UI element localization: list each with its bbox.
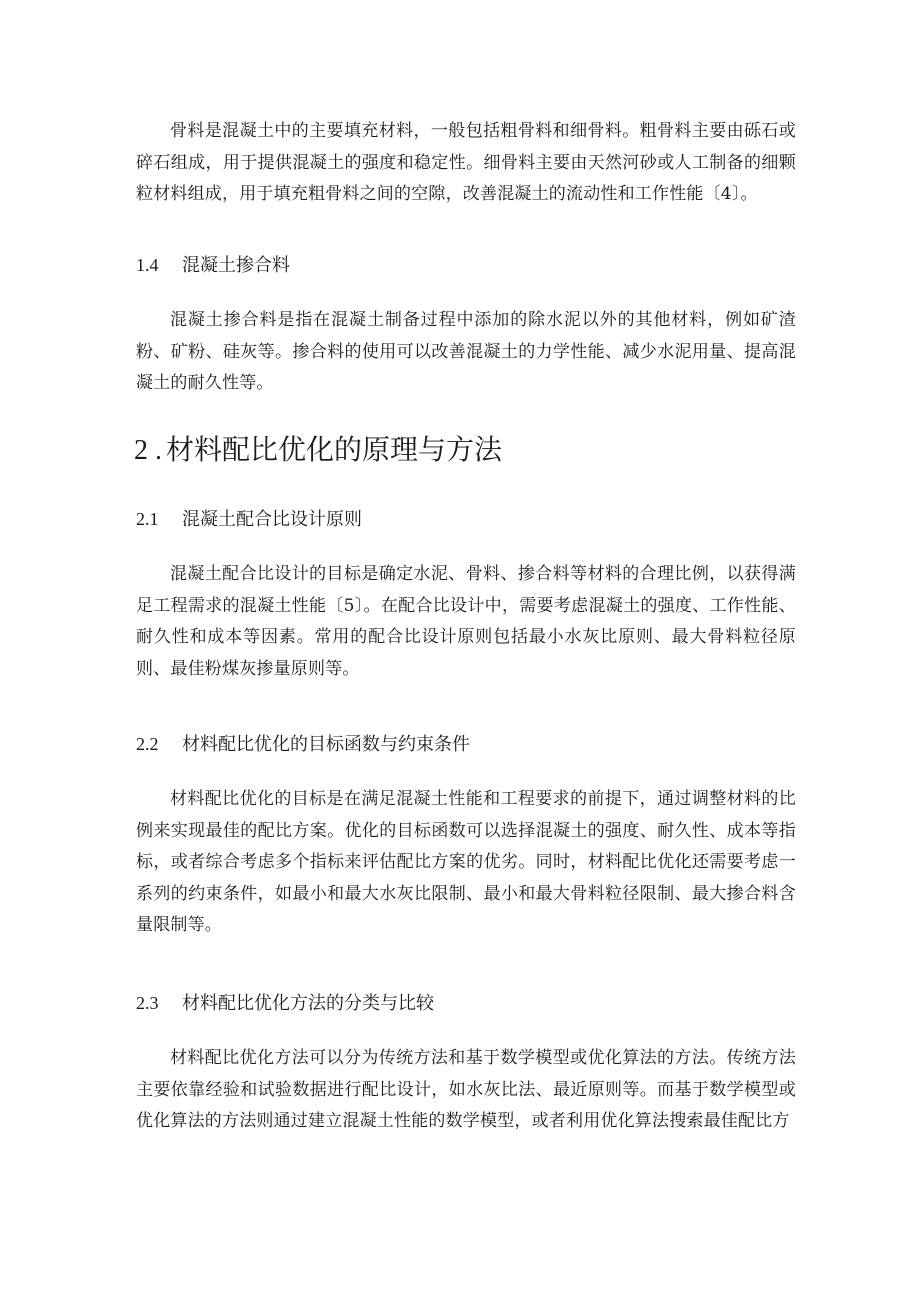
section-heading-1-4 (136, 251, 290, 280)
section-heading-2-3 (136, 989, 434, 1018)
section-title: 混凝土掺合料 (182, 255, 290, 276)
paragraph-aggregate: 骨料是混凝土中的主要填充材料，一般包括粗骨料和细骨料。粗骨料主要由砾石或碎石组成，用于提供混凝土的强度和稳定性。细骨料主要由天然河砂或人工制备的细颗粒材料组成，用于填充粗骨料之间的空隙，改善混凝土的流动性和工作性能〔4〕。 (136, 121, 796, 204)
section-number: 2.2 (136, 734, 159, 754)
section-heading-2-1 (136, 505, 362, 534)
chapter-number: 2 . (134, 435, 162, 466)
paragraph-admixture: 混凝土掺合料是指在混凝土制备过程中添加的除水泥以外的其他材料，例如矿渣粉、矿粉、硅灰等。掺合料的使用可以改善混凝土的力学性能、减少水泥用量、提高混凝土的耐久性等。 (136, 310, 796, 393)
paragraph-method-classification: 材料配比优化方法可以分为传统方法和基于数学模型或优化算法的方法。传统方法主要依靠经验和试验数据进行配比设计，如水灰比法、最近原则等。而基于数学模型或优化算法的方法则通过建立混凝土性能的数学模型，或者利用优化算法搜索最佳配比方 (136, 1048, 796, 1131)
section-title: 材料配比优化的目标函数与约束条件 (182, 734, 470, 755)
chapter-heading-2 (134, 430, 502, 471)
paragraph-mix-design: 混凝土配合比设计的目标是确定水泥、骨料、掺合料等材料的合理比例，以获得满足工程需求的混凝土性能〔5〕。在配合比设计中，需要考虑混凝土的强度、工作性能、耐久性和成本等因素。常用的配合比设计原则包括最小水灰比原则、最大骨料粒径原则、最佳粉煤灰掺量原则等。 (136, 564, 796, 679)
section-title: 材料配比优化方法的分类与比较 (182, 993, 434, 1014)
section-number: 2.3 (136, 993, 159, 1013)
section-heading-2-2 (136, 730, 470, 759)
paragraph-objective-function: 材料配比优化的目标是在满足混凝土性能和工程要求的前提下，通过调整材料的比例来实现最佳的配比方案。优化的目标函数可以选择混凝土的强度、耐久性、成本等指标，或者综合考虑多个指标来评估配比方案的优劣。同时，材料配比优化还需要考虑一系列的约束条件，如最小和最大水灰比限制、最小和最大骨料粒径限制、最大掺合料含量限制等。 (136, 789, 796, 935)
section-number: 2.1 (136, 509, 159, 529)
section-number: 1.4 (136, 255, 159, 275)
chapter-title: 材料配比优化的原理与方法 (166, 433, 503, 466)
section-title: 混凝土配合比设计原则 (182, 509, 362, 530)
